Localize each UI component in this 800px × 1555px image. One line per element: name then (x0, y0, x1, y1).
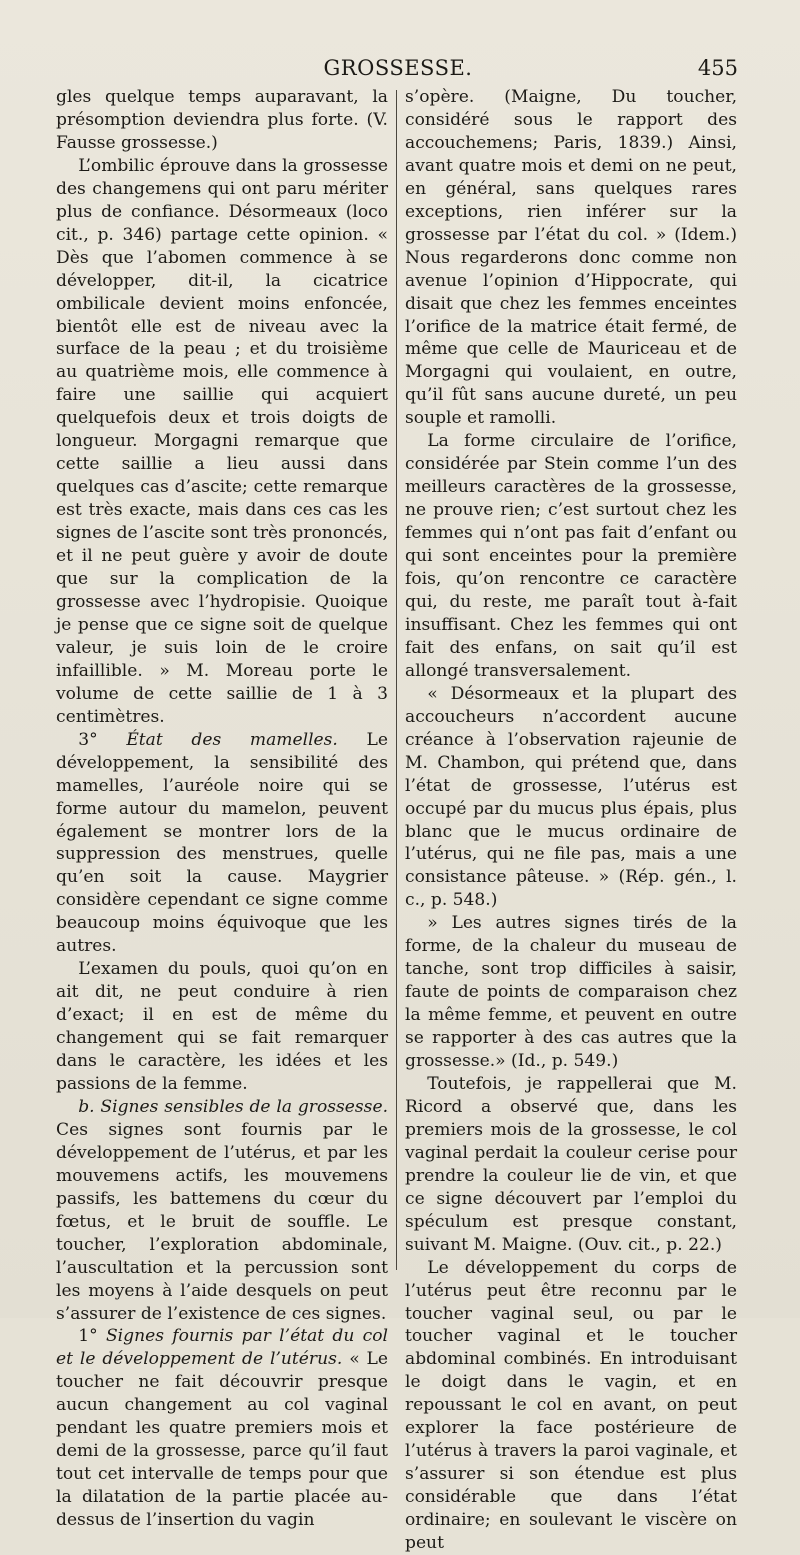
paragraph: L’ombilic éprouve dans la grossesse des changemens qui ont paru mériter plus de confiance. Désormeaux (loco cit., p. 346) partage cette opinion. « Dès que l’abomen commence à se développer, dit-il, la cicatrice ombilicale devient moins enfoncée, bientôt elle est de niveau avec la surface de la peau ; et du troisième au quatrième mois, elle commence à faire une saillie qui acquiert quelquefois deux et trois doigts de longueur. Morgagni remarque que cette saillie a lieu aussi dans quelques cas d’ascite; cette remarque est très exacte, mais dans ces cas les signes de l’ascite sont très prononcés, et il ne peut guère y avoir de doute que sur la complication de la grossesse avec l’hydropisie. Quoique je pense que ce signe soit de quelque valeur, je suis loin de le croire infaillible. » M. Moreau porte le volume de cette saillie de 1 à 3 centimètres. (56, 155, 388, 727)
paragraph (56, 729, 388, 959)
section-heading: Signes fournis par l’état du col et le développement de l’utérus. (56, 1326, 388, 1370)
paragraph: L’examen du pouls, quoi qu’on en ait dit, ne peut conduire à rien d’exact; il en est de même du changement qui se fait remarquer dans le caractère, les idées et les passions de la femme. (56, 959, 388, 1094)
paragraph-text: Ces signes sont fournis par le développement de l’utérus, et par les mouvemens actifs, les mouvemens passifs, les battemens du cœur du fœtus, et le bruit de souffle. Le toucher, l’exploration abdominale, l’auscultation et la percussion sont les moyens à l’aide desquels on peut s’assurer de l’existence de ces signes. (56, 1119, 388, 1324)
left-column (56, 86, 388, 1532)
paragraph: Toutefois, je rappellerai que M. Ricord a observé que, dans les premiers mois de la grossesse, le col vaginal perdait la couleur cerise pour prendre la couleur lie de vin, et que ce signe découvert par l’emploi du spéculum est presque constant, suivant M. Maigne. (Ouv. cit., p. 22.) (405, 1073, 737, 1255)
paragraph: Le développement du corps de l’utérus peut être reconnu par le toucher vaginal seul, ou par le toucher vaginal et le toucher abdominal combinés. En introduisant le doigt dans le vagin, et en repoussant le col en avant, on peut explorer la face postérieure de l’utérus à travers la paroi vaginale, et s’assurer si son étendue est plus considérable que dans l’état ordinaire; en soulevant le viscère on peut (405, 1257, 737, 1554)
paragraph: « Désormeaux et la plupart des accoucheurs n’accordent aucune créance à l’observation rajeunie de M. Chambon, qui prétend que, dans l’état de grossesse, l’utérus est occupé par du mucus plus épais, plus blanc que le mucus ordinaire de l’utérus, qui ne file pas, mais a une consistance pâteuse. » (Rép. gén., l. c., p. 548.) (405, 683, 737, 911)
section-number: 1° (78, 1326, 98, 1347)
page-header (58, 56, 738, 84)
section-number: 3° (78, 729, 98, 750)
paragraph-text: Le développement, la sensibilité des mamelles, l’auréole noire qui se forme autour du mamelon, peuvent également se montrer lors de la suppression des menstrues, quelle qu’en soit la cause. Maygrier considère cependant ce signe comme beaucoup moins équivoque que les autres. (56, 729, 389, 957)
paragraph: gles quelque temps auparavant, la présomption deviendra plus forte. (V. Fausse grossesse.) (56, 87, 388, 153)
paragraph (56, 1325, 388, 1532)
section-heading: b. Signes sensibles de la grossesse. (78, 1096, 388, 1117)
paragraph: La forme circulaire de l’orifice, considérée par Stein comme l’un des meilleurs caractères de la grossesse, ne prouve rien; c’est surtout chez les femmes qui n’ont pas fait d’enfant ou qui sont enceintes pour la première fois, qu’on rencontre ce caractère qui, du reste, me paraît tout à-fait insuffisant. Chez les femmes qui ont fait des enfans, on sait qu’il est allongé transversalement. (405, 431, 737, 681)
paragraph (56, 1096, 388, 1326)
page-number: 455 (697, 56, 738, 80)
paragraph: s’opère. (Maigne, Du toucher, considéré sous le rapport des accouchemens; Paris, 1839.) Ainsi, avant quatre mois et demi on ne peut, en général, sans quelques rares exceptions, rien inférer sur la grossesse par l’état du col. » (Idem.) Nous regarderons donc comme non avenue l’opinion d’Hippocrate, qui disait que chez les femmes enceintes l’orifice de la matrice était fermé, de même que celle de Mauriceau et de Morgagni qui voulaient, en outre, qu’il fût sans aucune dureté, un peu souple et ramolli. (405, 87, 737, 429)
paragraph-text: « Le toucher ne fait découvrir presque aucun changement au col vaginal pendant les quatre premiers mois et demi de la grossesse, parce qu’il faut tout cet intervalle de temps pour que la dilatation de la partie placée au-dessus de l’insertion du vagin (56, 1349, 389, 1531)
section-heading: État des mamelles. (126, 729, 338, 750)
paragraph: » Les autres signes tirés de la forme, de la chaleur du museau de tanche, sont trop difficiles à saisir, faute de points de comparaison chez la même femme, et peuvent en outre se rapporter à des cas autres que la grossesse.» (Id., p. 549.) (405, 913, 737, 1072)
running-title: GROSSESSE. (323, 56, 473, 80)
right-column (405, 86, 737, 1555)
column-divider (396, 90, 397, 1270)
